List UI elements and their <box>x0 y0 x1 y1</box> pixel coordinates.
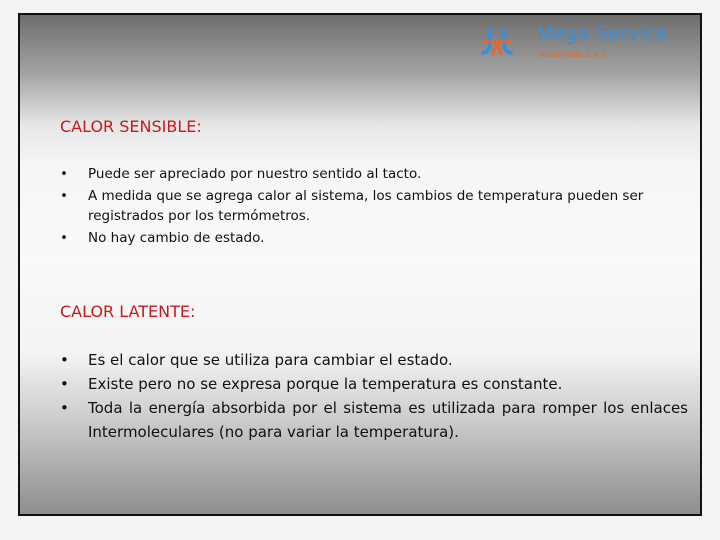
logo-mark-icon <box>480 27 530 57</box>
list-item-text: Toda la energía absorbida por el sistema es utilizada para romper los enlaces Intermoleculares (no para variar la temperatura). <box>88 399 688 441</box>
bullet-icon: • <box>60 166 68 182</box>
heading-calor-latente: CALOR LATENTE: <box>60 302 196 321</box>
bullet-icon: • <box>60 230 68 246</box>
list-calor-latente <box>60 348 692 444</box>
list-item <box>60 396 688 444</box>
list-item-text: Puede ser apreciado por nuestro sentido al tacto. <box>88 166 422 182</box>
list-item <box>60 372 688 396</box>
list-item <box>60 186 688 226</box>
list-item-text: Existe pero no se expresa porque la temperatura es constante. <box>88 375 563 393</box>
list-item <box>60 228 688 248</box>
list-item <box>60 348 688 372</box>
heading-calor-sensible: CALOR SENSIBLE: <box>60 117 202 136</box>
logo-tagline: Multimedia S.A.S <box>538 50 606 59</box>
list-item-text: Es el calor que se utiliza para cambiar el estado. <box>88 351 453 369</box>
bullet-icon: • <box>60 399 69 417</box>
bullet-icon: • <box>60 188 68 204</box>
logo-name: Mega Service <box>537 23 668 45</box>
slide <box>18 13 702 516</box>
bullet-icon: • <box>60 351 69 369</box>
bullet-icon: • <box>60 375 69 393</box>
list-item <box>60 164 688 184</box>
list-calor-sensible <box>60 164 692 250</box>
company-logo <box>480 23 695 63</box>
list-item-text: No hay cambio de estado. <box>88 230 265 246</box>
list-item-text: A medida que se agrega calor al sistema, los cambios de temperatura pueden ser registrados por los termómetros. <box>88 188 644 224</box>
